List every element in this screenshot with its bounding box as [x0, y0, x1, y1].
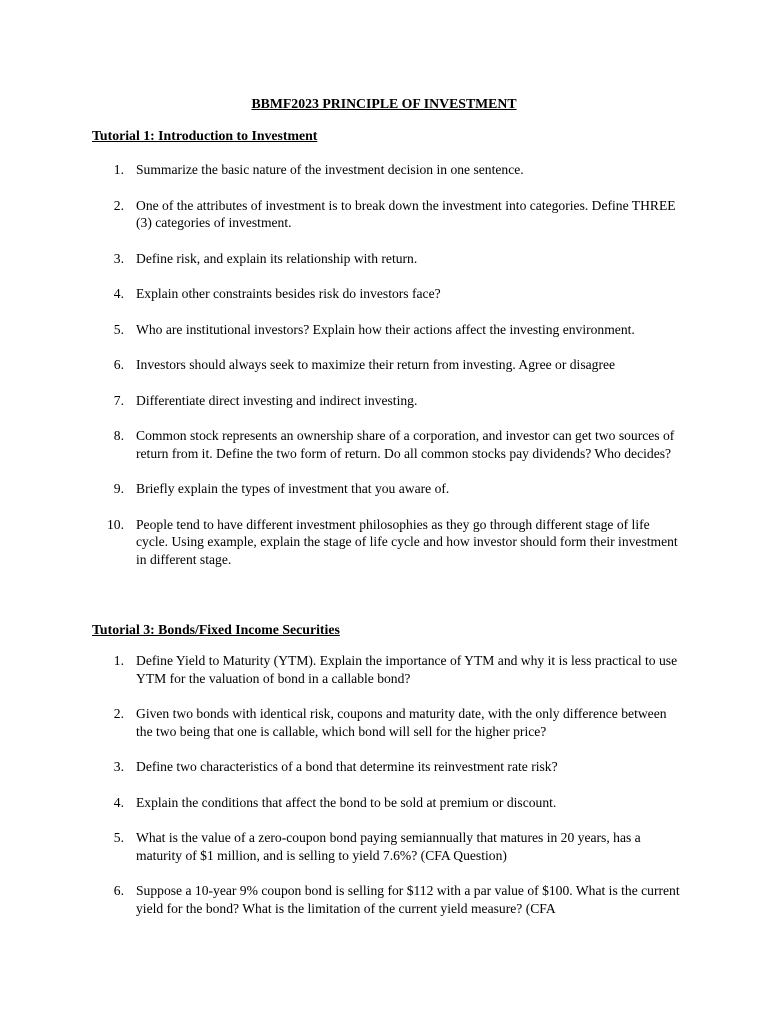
question-number: 4. [113, 794, 124, 810]
question-text: Given two bonds with identical risk, coupons and maturity date, with the only difference between the two being that one is callable, which bond will sell for the higher price? [136, 706, 667, 739]
question-item [92, 392, 682, 410]
question-text: Differentiate direct investing and indirect investing. [136, 392, 418, 408]
question-text: Suppose a 10-year 9% coupon bond is selling for $112 with a par value of $100. What is the current yield for the bond? What is the limitation of the current yield measure? (CFA [136, 883, 680, 916]
question-item [92, 356, 682, 374]
document-title: BBMF2023 PRINCIPLE OF INVESTMENT [251, 96, 517, 111]
question-number: 3. [113, 250, 124, 266]
question-item [92, 285, 682, 303]
question-number: 7. [113, 392, 124, 408]
question-text: Explain the conditions that affect the bond to be sold at premium or discount. [136, 794, 557, 810]
question-item [92, 480, 682, 498]
question-item [92, 161, 682, 179]
question-item [92, 427, 682, 462]
question-number: 6. [113, 357, 124, 372]
question-text: Explain other constraints besides risk do investors face? [136, 286, 441, 301]
question-text: Briefly explain the types of investment that you aware of. [136, 481, 450, 496]
question-item [92, 250, 682, 268]
question-item [92, 829, 682, 864]
question-number: 1. [113, 162, 124, 177]
question-number: 5. [113, 321, 124, 337]
section-heading-tutorial-3: Tutorial 3: Bonds/Fixed Income Securities [92, 622, 340, 637]
question-item [92, 705, 682, 740]
question-item [92, 882, 682, 917]
question-item [92, 794, 682, 812]
question-item [92, 197, 682, 232]
question-number: 4. [113, 286, 124, 301]
question-number: 9. [113, 481, 124, 496]
question-item [92, 321, 682, 339]
question-number: 2. [113, 706, 124, 721]
question-number: 2. [113, 197, 124, 213]
question-item [92, 758, 682, 776]
question-item [92, 516, 682, 569]
question-list-tutorial-1 [92, 161, 682, 586]
question-item [92, 652, 682, 687]
section-heading-tutorial-1: Tutorial 1: Introduction to Investment [92, 128, 318, 143]
question-text: What is the value of a zero-coupon bond paying semiannually that matures in 20 years, has a maturity of $1 million, and is selling to yield 7.6%? (CFA Question) [136, 830, 641, 863]
question-number: 1. [113, 653, 124, 668]
question-text: Who are institutional investors? Explain how their actions affect the investing environment. [136, 321, 635, 337]
question-text: People tend to have different investment philosophies as they go through different stage of life cycle. Using example, explain the stage of life cycle and how investor should form their investment in different stage. [136, 516, 678, 567]
question-text: Define two characteristics of a bond that determine its reinvestment rate risk? [136, 759, 558, 774]
question-number: 5. [113, 830, 124, 845]
question-text: One of the attributes of investment is to break down the investment into categories. Define THREE (3) categories of investment. [136, 197, 676, 230]
question-number: 6. [113, 883, 124, 898]
question-number: 8. [113, 428, 124, 443]
question-list-tutorial-3 [92, 652, 682, 935]
question-number: 10. [107, 516, 124, 532]
question-text: Define Yield to Maturity (YTM). Explain the importance of YTM and why it is less practical to use YTM for the valuation of bond in a callable bond? [136, 653, 678, 686]
question-text: Summarize the basic nature of the investment decision in one sentence. [136, 162, 524, 177]
question-number: 3. [113, 759, 124, 774]
question-text: Investors should always seek to maximize their return from investing. Agree or disagree [136, 357, 616, 372]
question-text: Common stock represents an ownership share of a corporation, and investor can get two sources of return from it. Define the two form of return. Do all common stocks pay dividends? Who decides? [136, 428, 675, 461]
question-text: Define risk, and explain its relationship with return. [136, 250, 418, 266]
